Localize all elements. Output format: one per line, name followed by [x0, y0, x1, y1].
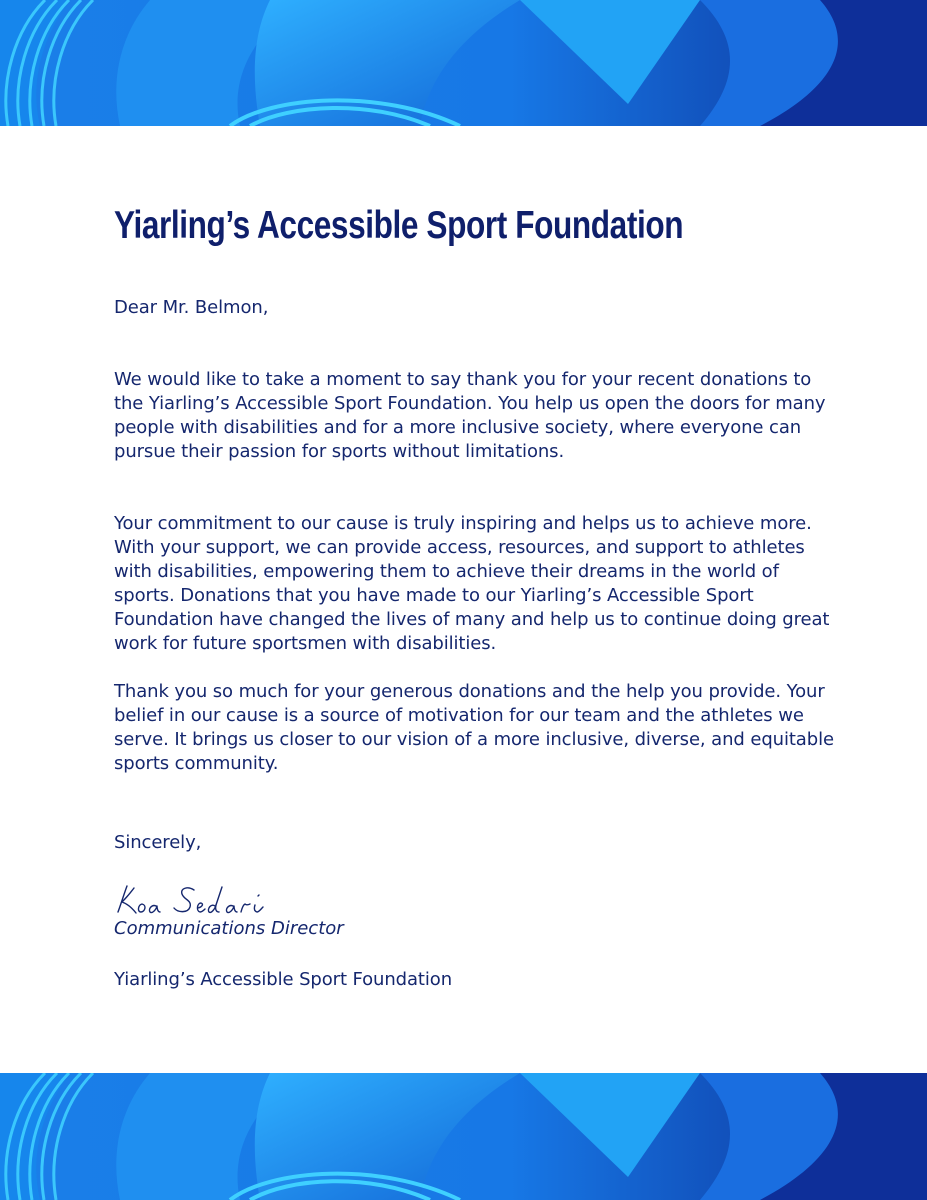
- header-abstract-graphic: [0, 0, 927, 126]
- signer-title: Communications Director: [114, 918, 344, 939]
- closing: Sincerely,: [114, 832, 202, 853]
- handwritten-signature: [112, 878, 292, 920]
- body-paragraph-1: We would like to take a moment to say thank you for your recent donations to the Yiarling’s Accessible Sport Foundation. You help us open the doors for many people with disabilities and for a more inclusive society, where everyone can pursue their passion for sports without limitations.: [114, 369, 826, 462]
- body-paragraph-3: Thank you so much for your generous donations and the help you provide. Your belief in our cause is a source of motivation for our team and the athletes we serve. It brings us closer to our vision of a more inclusive, diverse, and equitable sports community.: [114, 681, 834, 774]
- footer-decorative-band: [0, 1073, 927, 1200]
- greeting: Dear Mr. Belmon,: [114, 297, 269, 318]
- body-paragraph-2: Your commitment to our cause is truly inspiring and helps us to achieve more. With your support, we can provide access, resources, and support to athletes with disabilities, empowering them to achieve their dreams in the world of sports. Donations that you have made to our Yiarling’s Accessible Sport Foundation have changed the lives of many and help us to continue doing great work for future sportsmen with disabilities.: [114, 513, 830, 654]
- foundation-title: Yiarling’s Accessible Sport Foundation: [114, 204, 684, 247]
- signer-organization: Yiarling’s Accessible Sport Foundation: [114, 969, 453, 990]
- footer-abstract-graphic: [0, 1073, 927, 1200]
- header-decorative-band: [0, 0, 927, 126]
